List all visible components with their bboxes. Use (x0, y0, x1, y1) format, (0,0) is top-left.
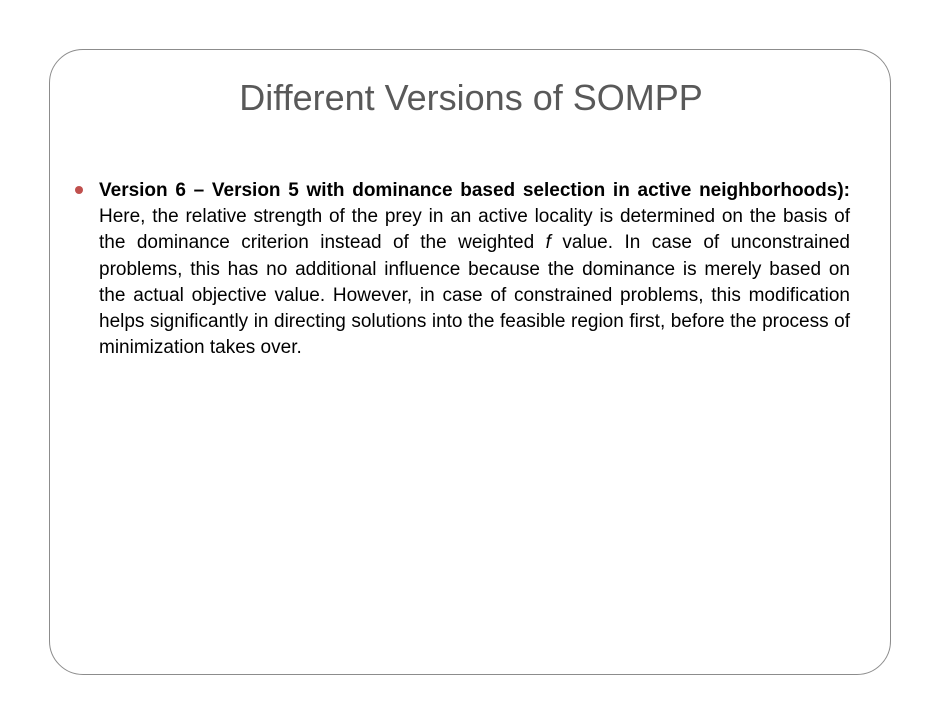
bullet-dot-icon (75, 186, 83, 194)
bullet-variable: f (545, 232, 551, 254)
bullet-text (99, 178, 850, 361)
bullet-list (72, 178, 850, 361)
slide-frame (49, 49, 891, 675)
bullet-body-part-2: value. In case of unconstrained problems, this has no additional influence because the dominance is merely based on the actual objective value. However, in case of constrained problems, this modification helps significantly in directing solutions into the feasible region first, before the process of minimization takes over. (99, 232, 850, 359)
slide-title: Different Versions of SOMPP (239, 77, 703, 118)
bullet-body-part-1: Here, the relative strength of the prey in an active locality is determined on the basis of the dominance criterion instead of the weighted (99, 206, 850, 254)
bullet-item (72, 178, 850, 361)
bullet-heading: Version 6 – Version 5 with dominance based selection in active neighborhoods): (99, 180, 850, 201)
